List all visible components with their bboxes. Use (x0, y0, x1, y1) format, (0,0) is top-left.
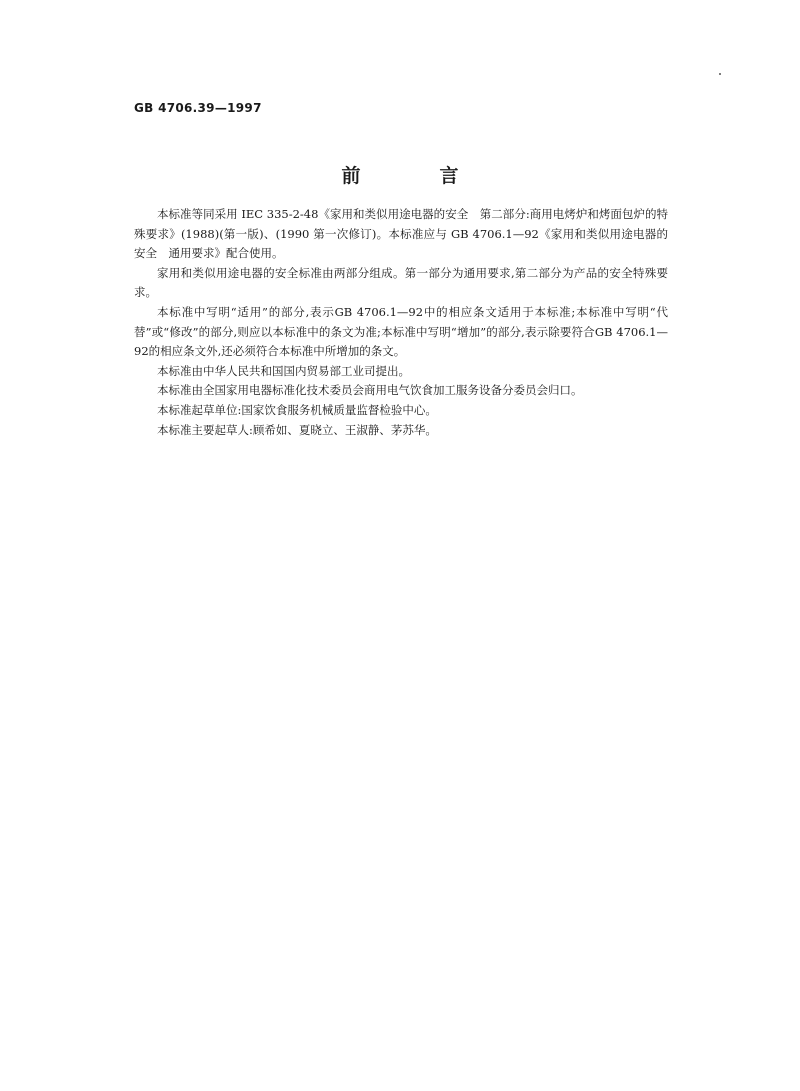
standard-code: GB 4706.39—1997 (134, 101, 262, 115)
paragraph-adoption: 本标准等同采用 IEC 335-2-48《家用和类似用途电器的安全 第二部分:商用电烤炉和烤面包炉的特殊要求》(1988)(第一版)、(1990 第一次修订)。本标准应与 GB 4706.1—92《家用和类似用途电器的安全 通用要求》配合使用。 (134, 207, 668, 261)
page-title: 前 言 (341, 165, 489, 187)
foreword-body (134, 205, 668, 440)
paragraph-centralized-by: 本标准由全国家用电器标准化技术委员会商用电气饮食加工服务设备分委员会归口。 (157, 383, 583, 398)
paragraph-drafting-unit: 本标准起草单位:国家饮食服务机械质量监督检验中心。 (157, 402, 437, 417)
paragraph-composition: 家用和类似用途电器的安全标准由两部分组成。第一部分为通用要求,第二部分为产品的安全特殊要求。 (134, 265, 668, 300)
paragraph-clause-usage: 本标准中写明“适用”的部分,表示GB 4706.1—92中的相应条文适用于本标准;本标准中写明“代替”或“修改”的部分,则应以本标准中的条文为准;本标准中写明“增加”的部分,表示除要符合GB 4706.1—92的相应条文外,还必须符合本标准中所增加的条文。 (134, 304, 668, 359)
paragraph-drafters: 本标准主要起草人:顾希如、夏晓立、王淑静、茅苏华。 (157, 422, 437, 437)
paragraph-proposer: 本标准由中华人民共和国国内贸易部工业司提出。 (157, 363, 410, 378)
scan-speck (719, 73, 721, 75)
